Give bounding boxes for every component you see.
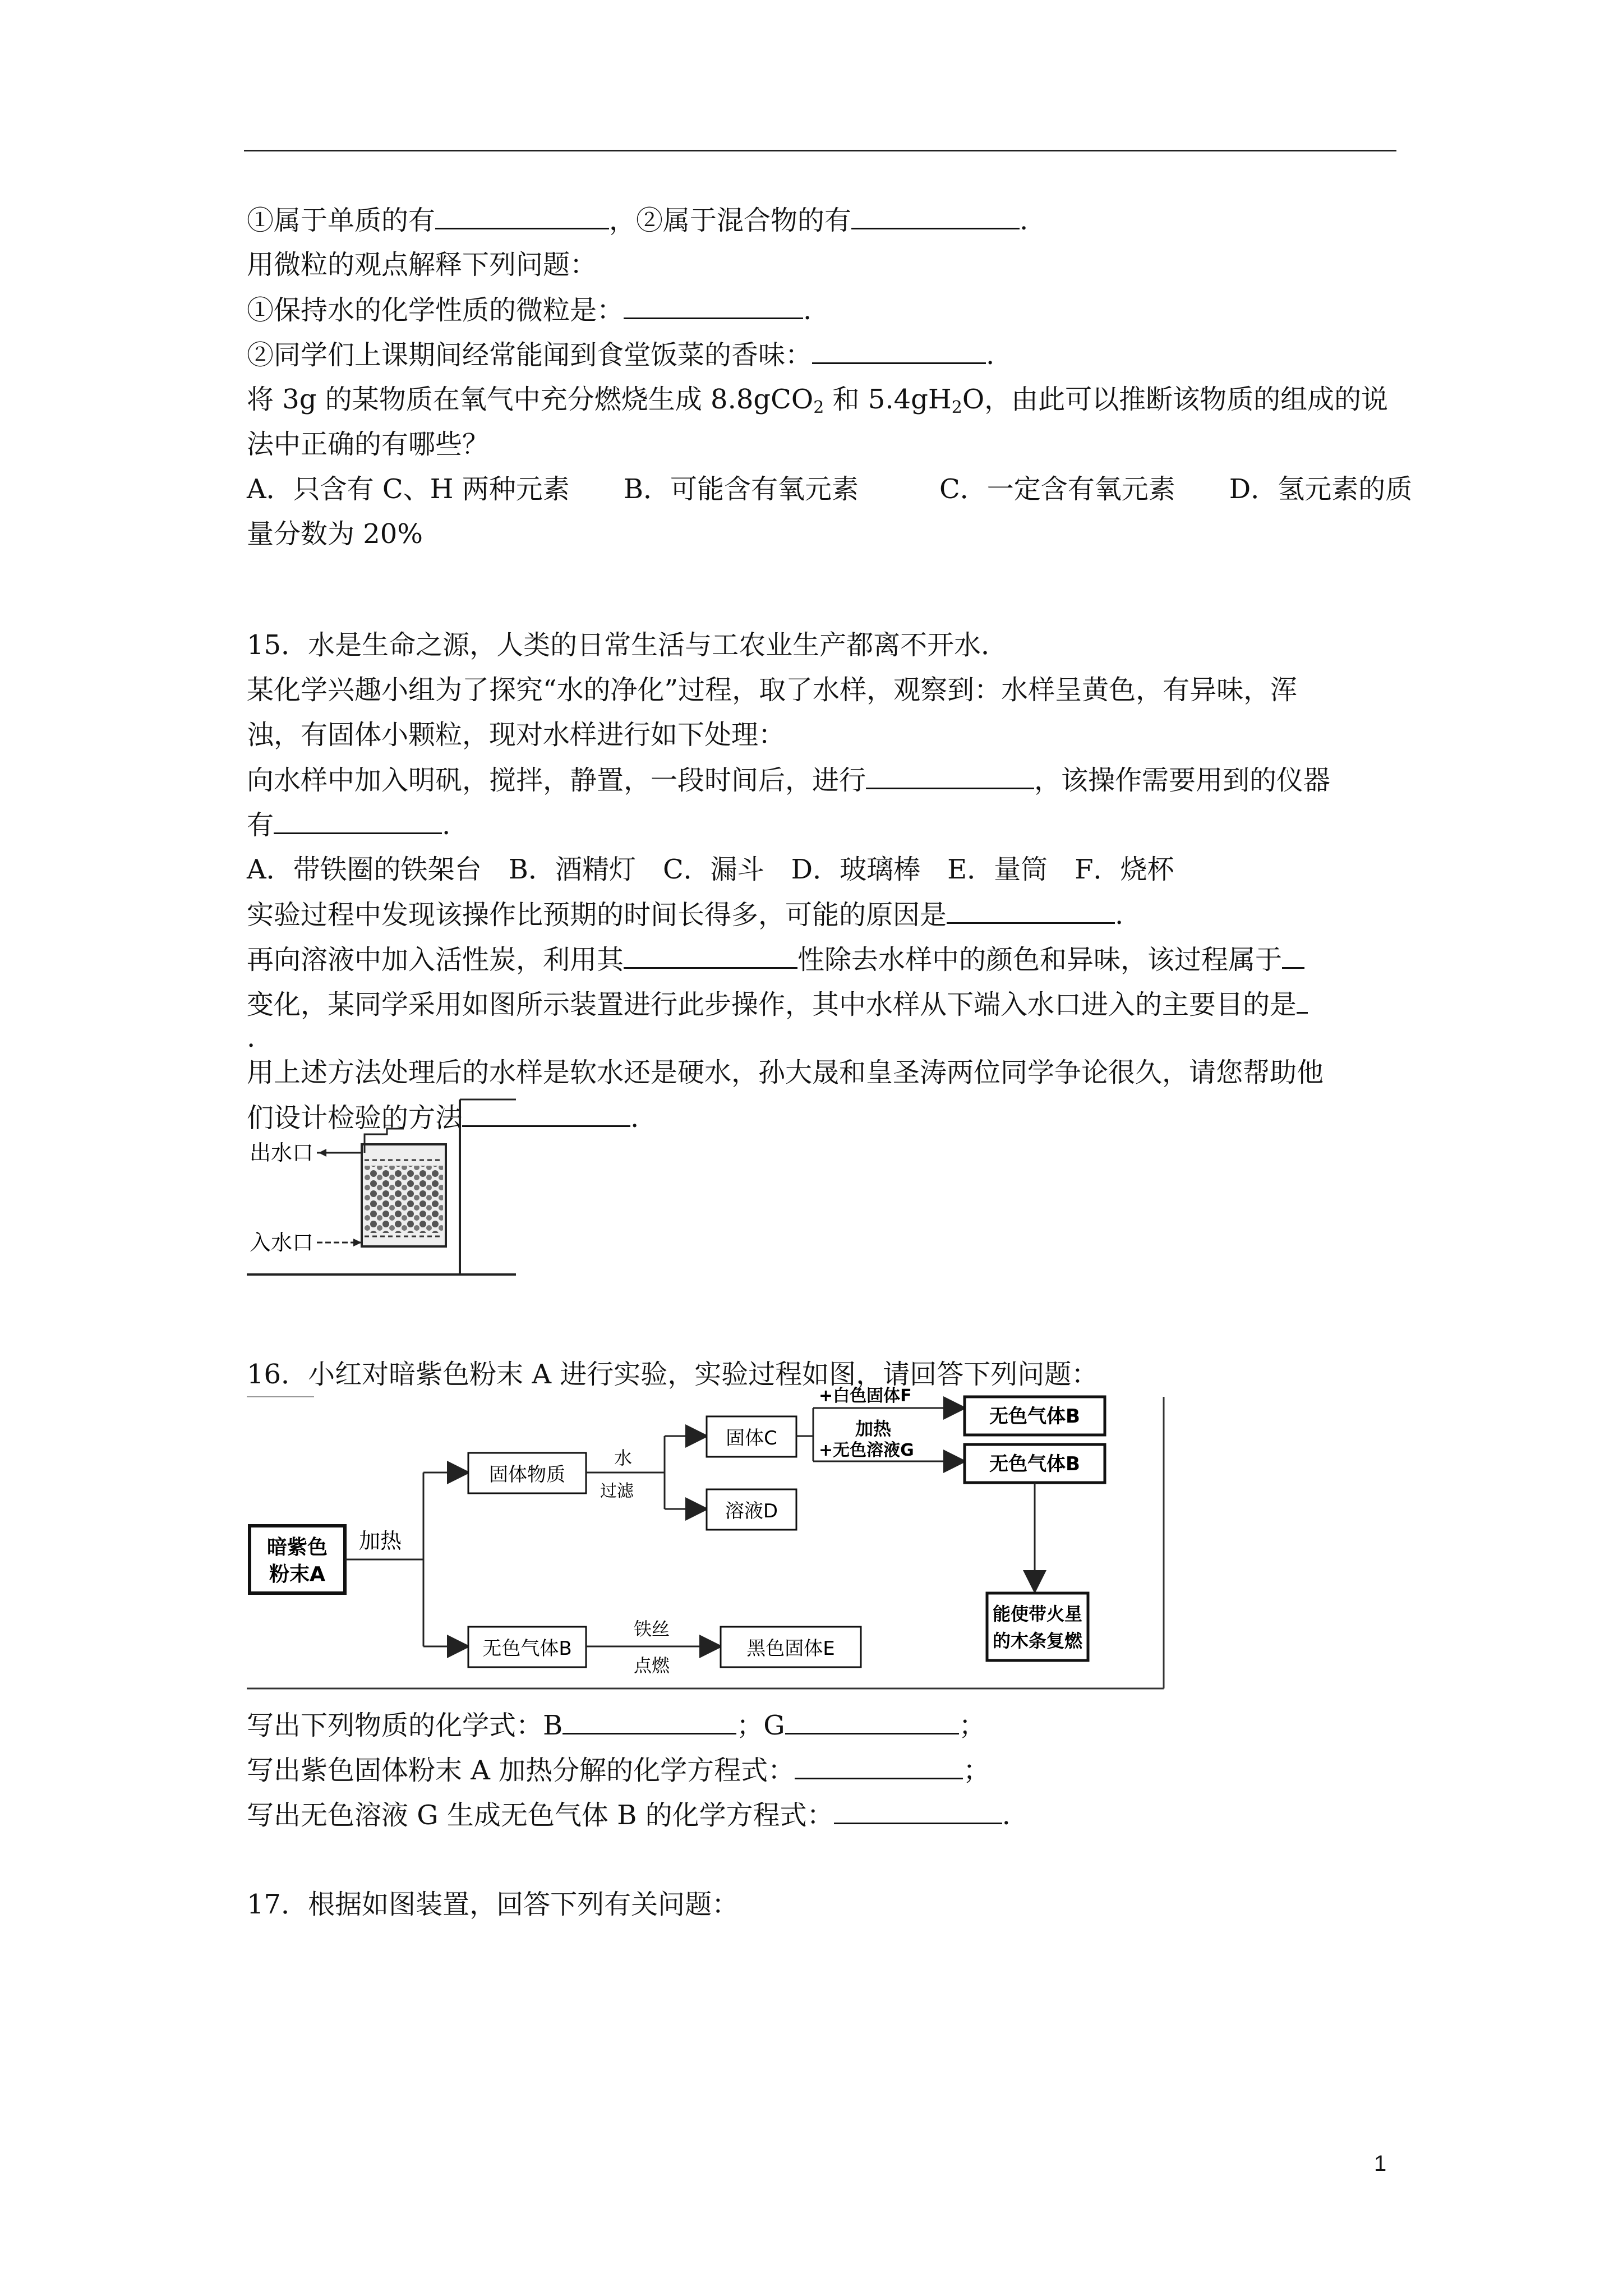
q15-line-4: 向水样中加入明矾，搅拌，静置，一段时间后，进行 ，该操作需要用到的仪器 bbox=[247, 763, 1330, 797]
answer-blank[interactable] bbox=[866, 763, 1034, 789]
q14-line-1: ①属于单质的有 ，②属于混合物的有 . bbox=[247, 203, 1028, 237]
box-gas-b-middle-label: 无色气体B bbox=[989, 1453, 1080, 1475]
q15-line-7: 实验过程中发现该操作比预期的时间长得多，可能的原因是 . bbox=[247, 898, 1123, 931]
q16-line-3: 写出紫色固体粉末 A 加热分解的化学方程式： ； bbox=[247, 1753, 990, 1787]
box-solid-substance-label: 固体物质 bbox=[489, 1464, 565, 1486]
q16-line-2: 写出下列物质的化学式：B ；G ； bbox=[247, 1708, 986, 1742]
q15-line-8: 再向溶液中加入活性炭，利用其 性除去水样中的颜色和异味，该过程属于 bbox=[247, 942, 1304, 976]
q15-line-5: 有 . bbox=[247, 808, 450, 841]
answer-blank[interactable] bbox=[795, 1753, 963, 1779]
q15-line-10: . bbox=[247, 1022, 256, 1053]
inlet-label: 入水口 bbox=[250, 1230, 314, 1255]
q14-line-4: ②同学们上课期间经常能闻到食堂饭菜的香味： . bbox=[247, 338, 994, 371]
answer-blank[interactable] bbox=[624, 293, 803, 319]
answer-blank[interactable] bbox=[1297, 987, 1308, 1014]
filter-label: 过滤 bbox=[600, 1481, 634, 1501]
q14-line-6: 法中正确的有哪些？ bbox=[247, 429, 490, 460]
q15-line-12: 们设计检验的方法 . bbox=[247, 1101, 639, 1134]
answer-blank[interactable] bbox=[947, 898, 1115, 924]
water-label: 水 bbox=[614, 1447, 633, 1469]
q15-options: A．带铁圈的铁架台 B．酒精灯 C．漏斗 D．玻璃棒 E．量筒 F．烧杯 bbox=[247, 854, 1174, 885]
answer-blank[interactable] bbox=[812, 338, 986, 364]
add-white-solid-f-label: +白色固体F bbox=[819, 1386, 912, 1406]
box-powder-a-line-1: 暗紫色 bbox=[266, 1536, 328, 1559]
experiment-flow-diagram bbox=[247, 1386, 1166, 1694]
add-solution-g-label: +无色溶液G bbox=[819, 1441, 914, 1460]
arrow-right-icon bbox=[353, 1239, 362, 1246]
box-gas-b-bottom-label: 无色气体B bbox=[482, 1637, 572, 1660]
activated-carbon-filter-figure bbox=[247, 1099, 516, 1279]
q15-line-9: 变化，某同学采用如图所示装置进行此步操作，其中水样从下端入水口进入的主要目的是 bbox=[247, 987, 1308, 1021]
answer-blank[interactable] bbox=[624, 942, 797, 969]
answer-blank[interactable] bbox=[274, 808, 442, 834]
heat2-label: 加热 bbox=[855, 1418, 892, 1439]
q15-line-11: 用上述方法处理后的水样是软水还是硬水，孙大晟和皇圣涛两位同学争论很久，请您帮助他 bbox=[247, 1057, 1324, 1088]
box-gas-b-top-label: 无色气体B bbox=[989, 1405, 1080, 1428]
q16-title: 16．小红对暗紫色粉末 A 进行实验，实验过程如图，请回答下列问题： bbox=[247, 1359, 1099, 1390]
q14-line-2: 用微粒的观点解释下列问题： bbox=[247, 249, 597, 280]
answer-blank[interactable] bbox=[785, 1708, 959, 1734]
page-number: 1 bbox=[1374, 2151, 1387, 2176]
box-black-solid-e-label: 黑色固体E bbox=[746, 1637, 835, 1660]
q14-line-3: ①保持水的化学性质的微粒是： . bbox=[247, 293, 811, 326]
box-relight-line-2: 的木条复燃 bbox=[992, 1630, 1083, 1651]
header-rule bbox=[244, 150, 1396, 151]
q15-title: 15．水是生命之源，人类的日常生活与工农业生产都离不开水． bbox=[247, 629, 1008, 661]
answer-blank[interactable] bbox=[851, 203, 1020, 229]
activated-carbon-layer bbox=[365, 1166, 443, 1233]
q16-line-4: 写出无色溶液 G 生成无色气体 B 的化学方程式： . bbox=[247, 1798, 1011, 1832]
answer-blank[interactable] bbox=[834, 1798, 1002, 1824]
q14-options-line-2: 量分数为 20% bbox=[247, 518, 423, 550]
answer-blank[interactable] bbox=[562, 1708, 736, 1734]
arrow-left-icon bbox=[319, 1149, 326, 1157]
answer-blank[interactable] bbox=[1282, 942, 1304, 969]
q15-line-2: 某化学兴趣小组为了探究“水的净化”过程，取了水样，观察到：水样呈黄色，有异味，浑 bbox=[247, 674, 1298, 706]
ignite-label: 点燃 bbox=[634, 1655, 670, 1676]
q15-line-3: 浊，有固体小颗粒，现对水样进行如下处理： bbox=[247, 719, 786, 751]
q14-line-5: 将 3g 的某物质在氧气中充分燃烧生成 8.8gCO$_2$ 和 $5.4gH_2O$，由此可以推断该物质的组成的说 bbox=[247, 384, 1389, 417]
box-solid-c-label: 固体C bbox=[726, 1427, 777, 1450]
box-powder-a-line-2: 粉末A bbox=[269, 1563, 325, 1586]
heat-label: 加热 bbox=[359, 1529, 402, 1553]
q17-title: 17．根据如图装置，回答下列有关问题： bbox=[247, 1889, 739, 1920]
iron-wire-label: 铁丝 bbox=[634, 1618, 670, 1640]
box-relight-line-1: 能使带火星 bbox=[992, 1603, 1083, 1625]
outlet-label: 出水口 bbox=[250, 1140, 314, 1165]
q14-options-line-1: A．只含有 C、H 两种元素 B．可能含有氧元素 C．一定含有氧元素 D．氢元素的质 bbox=[247, 473, 1413, 505]
answer-blank[interactable] bbox=[435, 203, 609, 229]
box-solution-d-label: 溶液D bbox=[725, 1500, 778, 1522]
